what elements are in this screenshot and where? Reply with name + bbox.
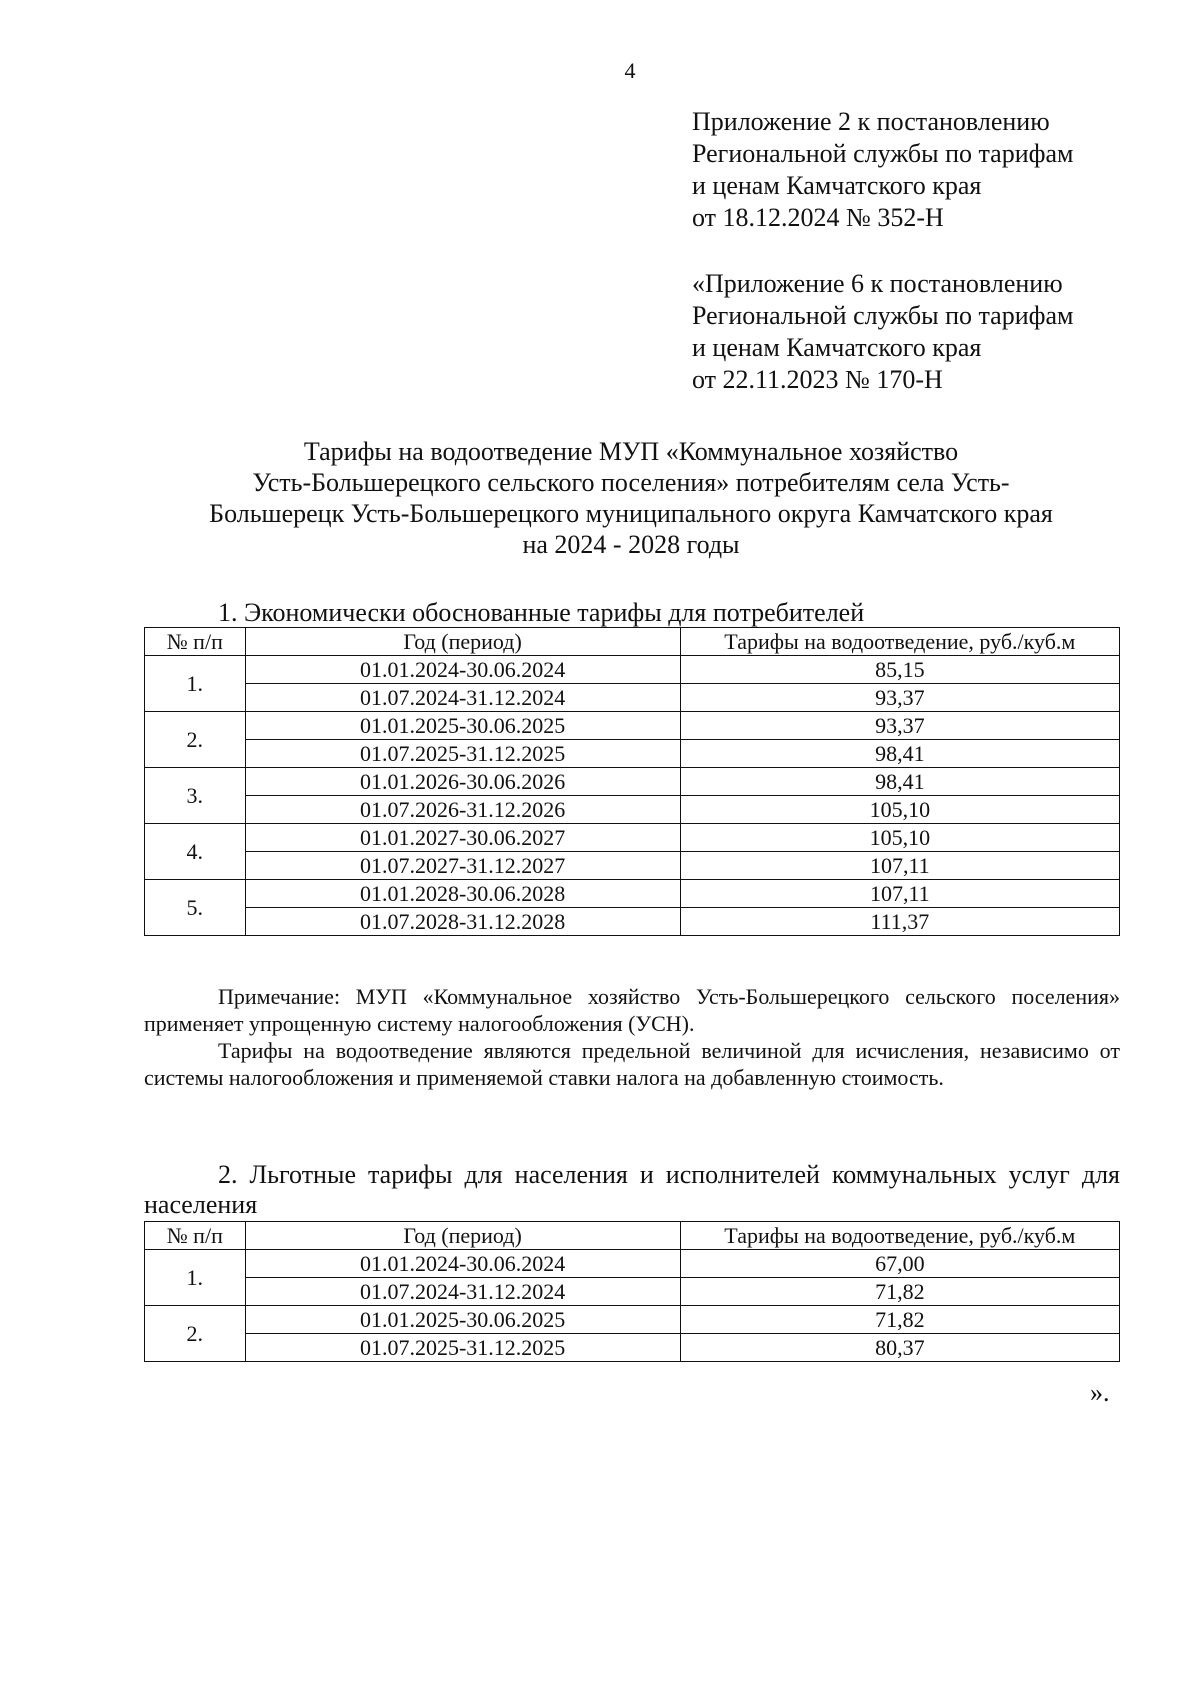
column-header-period: Год (период) — [245, 628, 680, 656]
title-line: Тарифы на водоотведение МУП «Коммунальное хозяйство — [303, 437, 959, 466]
section1-heading: 1. Экономически обоснованные тарифы для потребителей — [218, 598, 865, 627]
table-row — [145, 824, 1120, 852]
period-cell: 01.01.2025-30.06.2025 — [245, 1306, 680, 1334]
tariff-cell: 93,37 — [680, 684, 1119, 712]
period-cell: 01.01.2025-30.06.2025 — [245, 712, 680, 740]
appendix-line: и ценам Камчатского края — [692, 171, 982, 200]
tariff-cell: 67,00 — [680, 1250, 1119, 1278]
tariff-cell: 85,15 — [680, 656, 1119, 684]
row-number: 1. — [145, 656, 246, 712]
table-row — [145, 768, 1120, 796]
period-cell: 01.01.2024-30.06.2024 — [245, 656, 680, 684]
table-row — [145, 1250, 1120, 1278]
column-header-period: Год (период) — [245, 1222, 680, 1250]
appendix-line: «Приложение 6 к постановлению — [692, 269, 1063, 298]
table-row — [145, 908, 1120, 936]
column-header-number: № п/п — [145, 628, 246, 656]
tariff-cell: 98,41 — [680, 740, 1119, 768]
tax-note — [144, 983, 1120, 1091]
tariff-cell: 105,10 — [680, 796, 1119, 824]
document-title — [144, 436, 1118, 560]
table-header-row — [145, 628, 1120, 656]
appendix-block-current — [692, 106, 1073, 234]
appendix-block-original — [692, 268, 1073, 396]
row-number: 2. — [145, 1306, 246, 1362]
period-cell: 01.01.2024-30.06.2024 — [245, 1250, 680, 1278]
column-header-number: № п/п — [145, 1222, 246, 1250]
tariff-cell: 80,37 — [680, 1334, 1119, 1362]
tariff-cell: 111,37 — [680, 908, 1119, 936]
tariff-cell: 107,11 — [680, 880, 1119, 908]
period-cell: 01.01.2027-30.06.2027 — [245, 824, 680, 852]
period-cell: 01.07.2025-31.12.2025 — [245, 1334, 680, 1362]
table-row — [145, 684, 1120, 712]
table-row — [145, 740, 1120, 768]
table-row — [145, 880, 1120, 908]
column-header-tariff: Тарифы на водоотведение, руб./куб.м — [680, 628, 1119, 656]
appendix-line: Региональной службы по тарифам — [692, 301, 1074, 330]
page-number: 4 — [624, 58, 636, 83]
tariff-cell: 71,82 — [680, 1278, 1119, 1306]
appendix-line: от 18.12.2024 № 352-Н — [692, 203, 944, 232]
title-line: Усть-Большерецкого сельского поселения» потребителям села Усть- — [252, 468, 1010, 497]
tariff-cell: 71,82 — [680, 1306, 1119, 1334]
appendix-line: от 22.11.2023 № 170-Н — [692, 365, 943, 394]
table-row — [145, 712, 1120, 740]
title-line: на 2024 - 2028 годы — [522, 530, 740, 559]
table-row — [145, 1278, 1120, 1306]
appendix-line: и ценам Камчатского края — [692, 333, 982, 362]
table-row — [145, 1306, 1120, 1334]
row-number: 2. — [145, 712, 246, 768]
closing-quote-mark: ». — [1090, 1378, 1110, 1407]
tariff-cell: 107,11 — [680, 852, 1119, 880]
preferential-tariffs-table — [144, 1221, 1120, 1362]
section2-heading: 2. Льготные тарифы для населения и исполнителей коммунальных услуг для населения — [144, 1160, 1120, 1219]
row-number: 3. — [145, 768, 246, 824]
period-cell: 01.07.2025-31.12.2025 — [245, 740, 680, 768]
period-cell: 01.07.2028-31.12.2028 — [245, 908, 680, 936]
note-paragraph: Тарифы на водоотведение являются предельной величиной для исчисления, независимо от системы налогообложения и применяемой ставки налога на добавленную стоимость. — [144, 1038, 1120, 1090]
table-row — [145, 656, 1120, 684]
period-cell: 01.01.2026-30.06.2026 — [245, 768, 680, 796]
period-cell: 01.07.2024-31.12.2024 — [245, 684, 680, 712]
period-cell: 01.07.2024-31.12.2024 — [245, 1278, 680, 1306]
tariff-cell: 93,37 — [680, 712, 1119, 740]
appendix-line: Приложение 2 к постановлению — [692, 107, 1050, 136]
table-row — [145, 796, 1120, 824]
table-row — [145, 1334, 1120, 1362]
appendix-line: Региональной службы по тарифам — [692, 139, 1074, 168]
row-number: 4. — [145, 824, 246, 880]
period-cell: 01.07.2027-31.12.2027 — [245, 852, 680, 880]
row-number: 1. — [145, 1250, 246, 1306]
economic-tariffs-table — [144, 627, 1120, 936]
row-number: 5. — [145, 880, 246, 936]
tariff-cell: 105,10 — [680, 824, 1119, 852]
column-header-tariff: Тарифы на водоотведение, руб./куб.м — [680, 1222, 1119, 1250]
title-line: Большерецк Усть-Большерецкого муниципального округа Камчатского края — [209, 499, 1053, 528]
period-cell: 01.01.2028-30.06.2028 — [245, 880, 680, 908]
period-cell: 01.07.2026-31.12.2026 — [245, 796, 680, 824]
table-header-row — [145, 1222, 1120, 1250]
table-row — [145, 852, 1120, 880]
tariff-cell: 98,41 — [680, 768, 1119, 796]
note-paragraph: Примечание: МУП «Коммунальное хозяйство Усть-Большерецкого сельского поселения» применяет упрощенную систему налогообложения (УСН). — [144, 984, 1120, 1036]
